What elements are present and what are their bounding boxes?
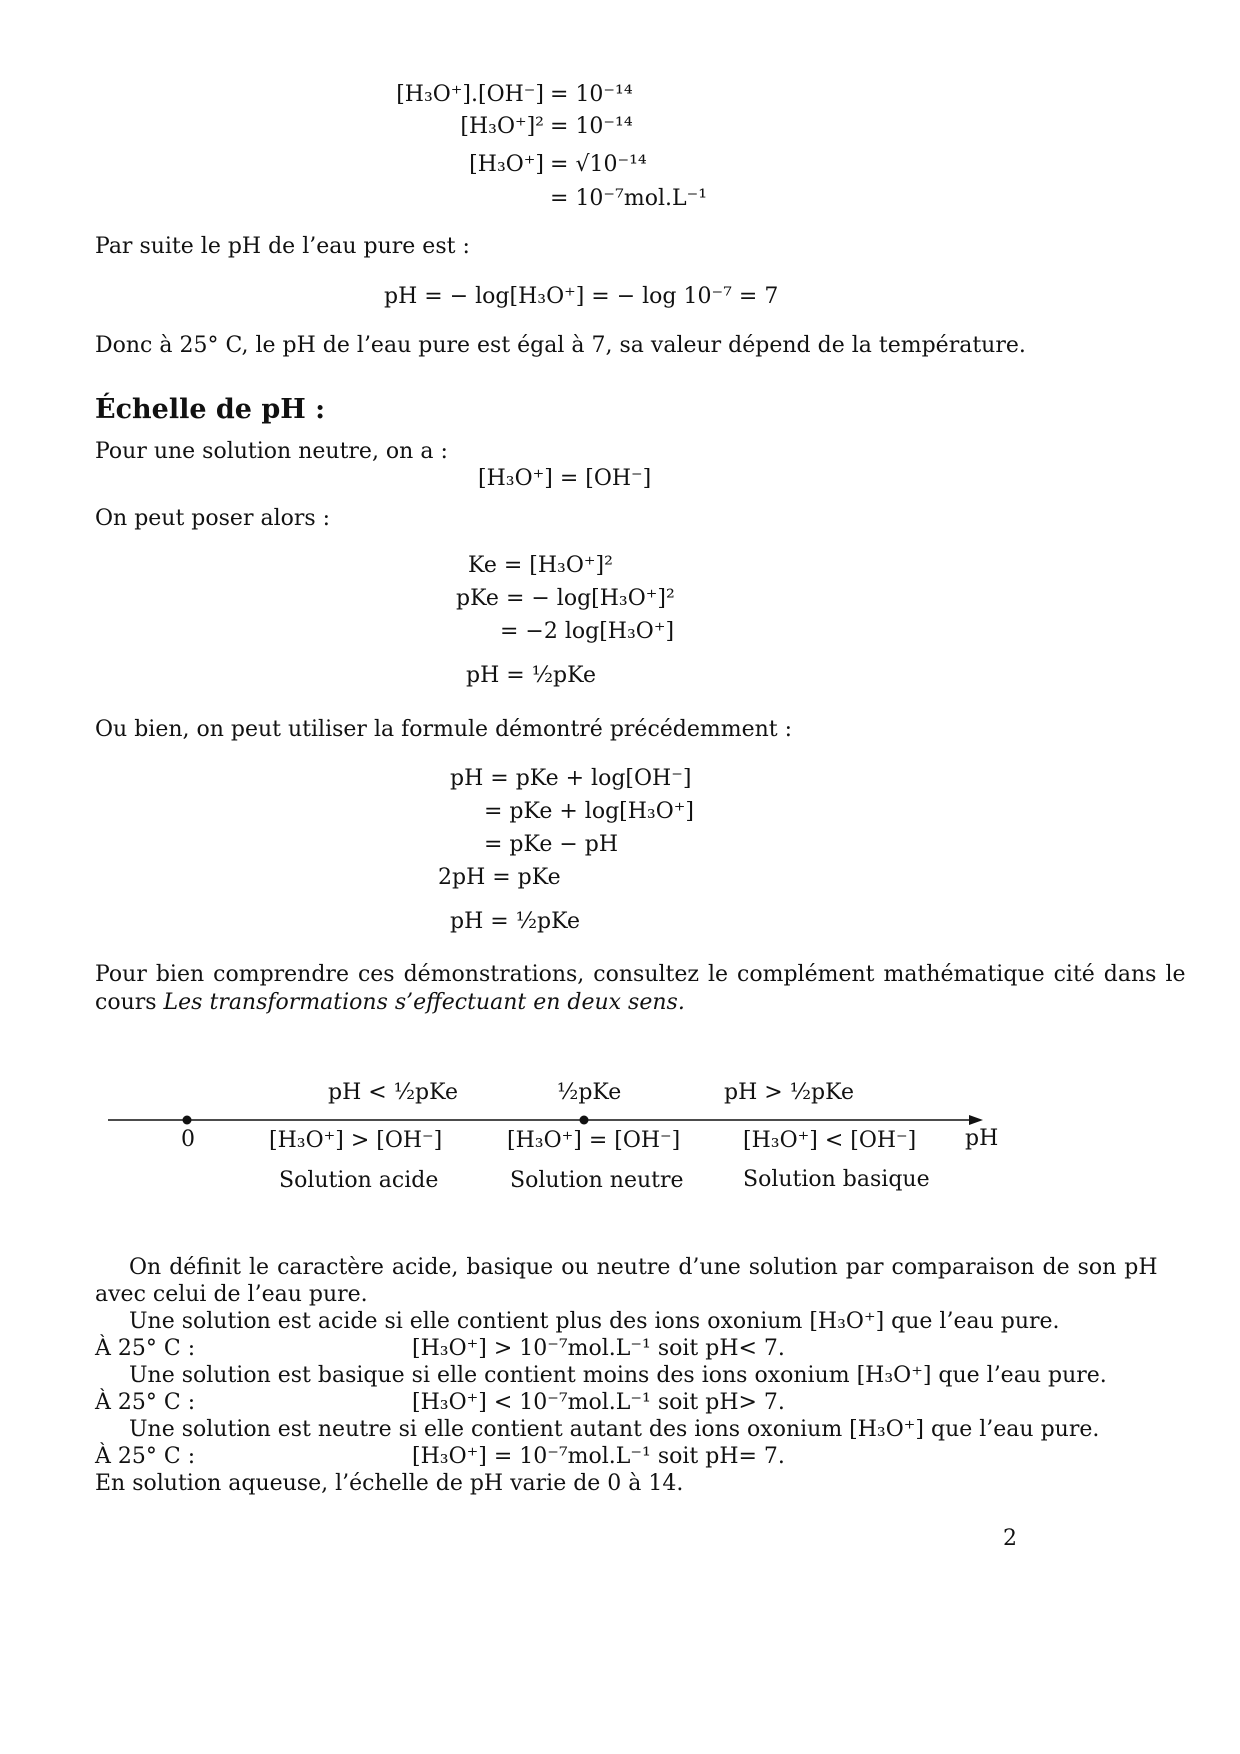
scale-neutral-mid: [H₃O⁺] = [OH⁻] [507, 1128, 681, 1153]
text-donc: Donc à 25° C, le pH de l’eau pure est égal à 7, sa valeur dépend de la température. [95, 333, 1026, 358]
scale-zero-point [183, 1116, 192, 1125]
scale-acid-mid: [H₃O⁺] > [OH⁻] [269, 1128, 443, 1153]
eq1-row1-lhs: [H₃O⁺].[OH⁻] [396, 82, 544, 107]
scale-neutral-bottom: Solution neutre [510, 1168, 684, 1193]
eq2-row4: pH = ½pKe [466, 663, 596, 688]
text-ou-bien: Ou bien, on peut utiliser la formule démontré précédemment : [95, 717, 793, 742]
eq3-row1: pH = pKe + log[OH⁻] [450, 766, 692, 791]
scale-basic-bottom: Solution basique [743, 1167, 930, 1192]
eq3-row4: 2pH = pKe [438, 865, 561, 890]
eq1-row1-rhs: = 10⁻¹⁴ [550, 82, 633, 107]
eq2-row3: = −2 log[H₃O⁺] [500, 619, 675, 644]
eq2-row1: Ke = [H₃O⁺]² [468, 553, 613, 578]
para-acid-temp: À 25° C : [95, 1336, 196, 1361]
para-neutral-line: Une solution est neutre si elle contient autant des ions oxonium [H₃O⁺] que l’eau pure. [129, 1417, 1100, 1442]
scale-acid-bottom: Solution acide [279, 1168, 439, 1193]
eq3-row3: = pKe − pH [484, 832, 619, 857]
eq2-row2: pKe = − log[H₃O⁺]² [456, 586, 675, 611]
text-par-suite: Par suite le pH de l’eau pure est : [95, 234, 470, 259]
eq1-row2-lhs: [H₃O⁺]² [460, 114, 544, 139]
text-solution-neutre: Pour une solution neutre, on a : [95, 439, 448, 464]
para-neutral-temp: À 25° C : [95, 1444, 196, 1469]
scale-basic-top: pH > ½pKe [724, 1080, 854, 1105]
eq1-row2-value: 10⁻¹⁴ [575, 114, 633, 139]
eq1-row2-rhs: = 10⁻¹⁴ [550, 114, 633, 139]
scale-zero-label: 0 [181, 1127, 195, 1152]
text-cours: cours [95, 990, 164, 1015]
scale-acid-top: pH < ½pKe [328, 1080, 458, 1105]
para-acid-line: Une solution est acide si elle contient plus des ions oxonium [H₃O⁺] que l’eau pure. [129, 1309, 1060, 1334]
para-line2: avec celui de l’eau pure. [95, 1282, 368, 1307]
course-title: Les transformations s’effectuant en deux sens. [163, 990, 685, 1015]
eq1-row4-rhs: = 10⁻⁷mol.L⁻¹ [550, 186, 708, 211]
text-comprendre-line1: Pour bien comprendre ces démonstrations, consultez le complément mathématique cité dans le [95, 962, 1186, 987]
page-number: 2 [1003, 1526, 1017, 1551]
scale-axis-label: pH [965, 1126, 999, 1151]
scale-neutral-point [580, 1116, 589, 1125]
scale-neutral-top: ½pKe [557, 1080, 622, 1105]
para-basic-condition: [H₃O⁺] < 10⁻⁷mol.L⁻¹ soit pH> 7. [412, 1390, 785, 1415]
eq1-row4-value: 10⁻⁷mol.L⁻¹ [575, 186, 708, 211]
para-neutral-condition: [H₃O⁺] = 10⁻⁷mol.L⁻¹ soit pH= 7. [412, 1444, 785, 1469]
scale-basic-mid: [H₃O⁺] < [OH⁻] [743, 1128, 917, 1153]
equation-neutral: [H₃O⁺] = [OH⁻] [478, 466, 652, 491]
scale-axis-arrow [969, 1115, 983, 1125]
eq1-row3-lhs: [H₃O⁺] [469, 152, 544, 177]
para-basic-temp: À 25° C : [95, 1390, 196, 1415]
section-title: Échelle de pH : [95, 394, 326, 425]
text-comprendre-line2 [95, 990, 685, 1015]
eq1-row3-value: √10⁻¹⁴ [575, 152, 647, 177]
para-last-line: En solution aqueuse, l’échelle de pH varie de 0 à 14. [95, 1471, 684, 1496]
para-acid-condition: [H₃O⁺] > 10⁻⁷mol.L⁻¹ soit pH< 7. [412, 1336, 785, 1361]
text-poser: On peut poser alors : [95, 506, 331, 531]
eq1-row1-value: 10⁻¹⁴ [575, 82, 633, 107]
equation-ph-pure-water: pH = − log[H₃O⁺] = − log 10⁻⁷ = 7 [384, 284, 779, 309]
eq1-row3-rhs: = √10⁻¹⁴ [550, 152, 647, 177]
para-basic-line: Une solution est basique si elle contient moins des ions oxonium [H₃O⁺] que l’eau pure. [129, 1363, 1107, 1388]
para-line1: On définit le caractère acide, basique ou neutre d’une solution par comparaison de son pH [129, 1255, 1158, 1280]
eq3-row2: = pKe + log[H₃O⁺] [484, 799, 694, 824]
eq3-row5: pH = ½pKe [450, 909, 580, 934]
